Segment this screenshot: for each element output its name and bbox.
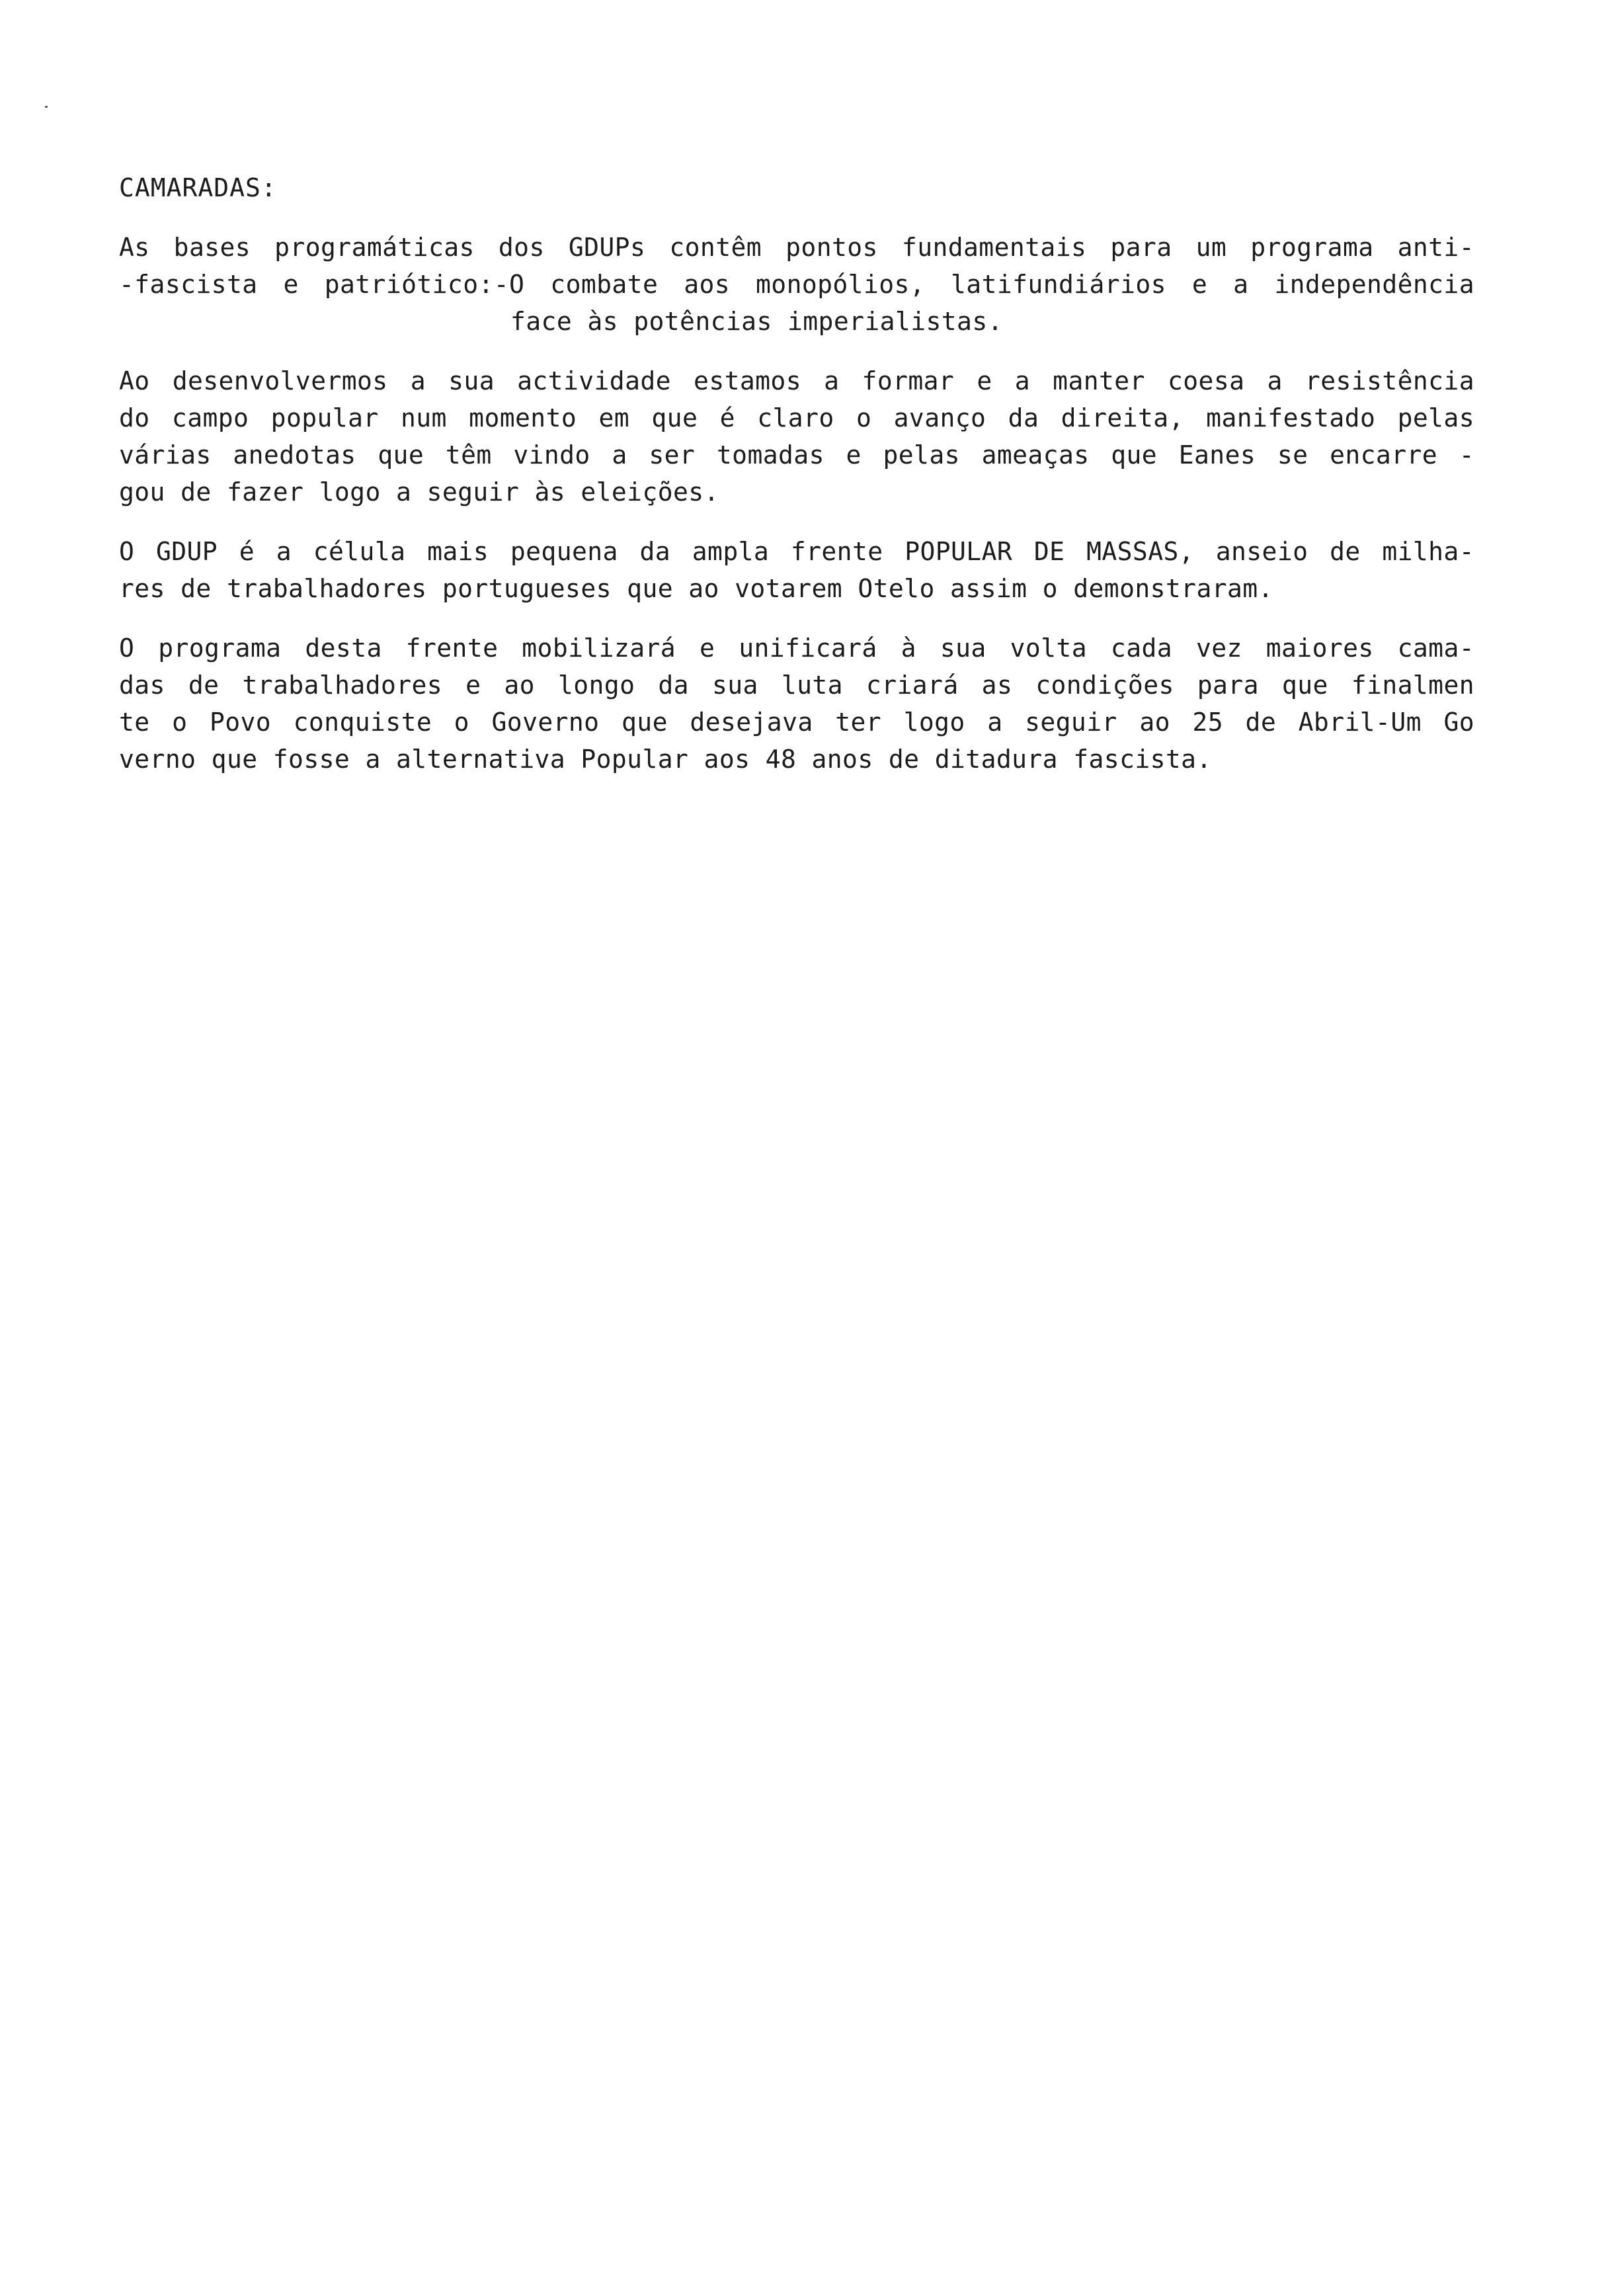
paragraph-line: res de trabalhadores portugueses que ao votarem Otelo assim o demonstraram. xyxy=(119,574,1273,603)
paragraph-line: O GDUP é a célula mais pequena da ampla frente POPULAR DE MASSAS, anseio de milha- xyxy=(119,537,1474,566)
stray-ink-mark xyxy=(45,106,48,108)
paragraph-line: das de trabalhadores e ao longo da sua luta criará as condições para que finalmen xyxy=(119,671,1474,700)
document-body xyxy=(119,169,1474,800)
paragraph-programa-frente xyxy=(119,630,1474,778)
paragraph-line: verno que fosse a alternativa Popular aos 48 anos de ditadura fascista. xyxy=(119,745,1212,774)
document-heading: CAMARADAS: xyxy=(119,173,277,202)
paragraph-gdup-celula xyxy=(119,533,1474,607)
paragraph-bases-programaticas xyxy=(119,229,1474,340)
paragraph-line: As bases programáticas dos GDUPs contêm pontos fundamentais para um programa anti- xyxy=(119,233,1474,262)
paragraph-line: gou de fazer logo a seguir às eleições. xyxy=(119,477,719,507)
paragraph-line: Ao desenvolvermos a sua actividade estamos a formar e a manter coesa a resistência xyxy=(119,366,1474,395)
paragraph-line: te o Povo conquiste o Governo que desejava ter logo a seguir ao 25 de Abril-Um Go xyxy=(119,708,1474,737)
paragraph-line: do campo popular num momento em que é claro o avanço da direita, manifestado pelas xyxy=(119,403,1474,432)
paragraph-line: -fascista e patriótico:-O combate aos monopólios, latifundiários e a independência xyxy=(119,270,1474,299)
paragraph-line: face às potências imperialistas. xyxy=(510,307,1003,336)
paragraph-line: várias anedotas que têm vindo a ser tomadas e pelas ameaças que Eanes se encarre - xyxy=(119,440,1474,470)
paragraph-line: O programa desta frente mobilizará e unificará à sua volta cada vez maiores cama- xyxy=(119,634,1474,663)
paragraph-resistencia xyxy=(119,362,1474,511)
